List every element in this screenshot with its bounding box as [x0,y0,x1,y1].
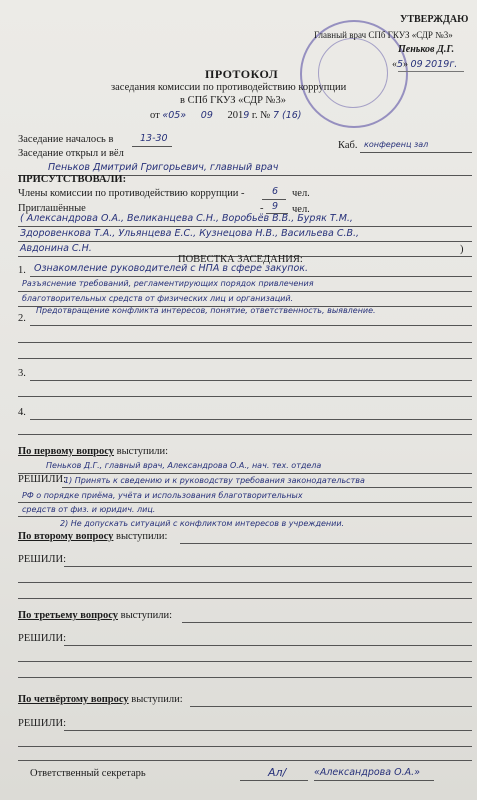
q2-heading-ordinal: По второму вопросу [18,531,114,542]
members-label: Члены комиссии по противодействию коррупции - [18,188,245,199]
agenda-item2-rule3 [18,358,472,359]
attendees-line3: Авдонина С.Н. [20,243,92,254]
agenda-item3-rule2 [18,396,472,397]
secretary-name: «Александрова О.А.» [314,767,421,778]
members-unit: чел. [292,188,310,199]
q2-heading [18,531,167,542]
secretary-label: Ответственный секретарь [30,768,146,779]
q4-heading [18,694,183,705]
secretary-signature: Ал/ [268,766,287,779]
meeting-opened-value: Пеньков Дмитрий Григорьевич, главный врач [48,162,279,173]
members-count-line [262,199,286,200]
meeting-start-value: 13-30 [140,133,168,144]
q4-rule2 [18,746,472,747]
attendees-close: ) [460,244,464,255]
agenda-heading: ПОВЕСТКА ЗАСЕДАНИЯ: [178,254,303,265]
room-line [360,152,472,153]
protocol-number: 7 (16) [272,110,302,121]
protocol-date-row [150,110,302,121]
agenda-item2-rule2 [18,342,472,343]
room-value: конференц зал [364,140,429,149]
approval-date-close: » [403,59,409,70]
q1-heading [18,446,168,457]
attendance-heading: ПРИСУТСТВОВАЛИ: [18,174,127,185]
q4-heading-ordinal: По четвёртому вопросу [18,694,129,705]
approval-date-month: 09 [410,59,423,70]
q2-speakers-rule [180,543,472,544]
agenda-item4-number: 4. [18,407,26,418]
agenda-item3-rule1 [30,380,472,381]
q1-decision-line2: РФ о порядке приёма, учёта и использования благотворительных [22,491,303,500]
agenda-item4-rule1 [30,419,472,420]
agenda-item1-line3: благотворительных средств от физических лиц и организаций. [22,294,294,303]
agenda-rule1 [30,276,472,277]
q2-heading-rest: выступили: [116,531,168,542]
q4-speakers-rule [190,706,472,707]
invited-unit: чел. [292,204,310,215]
q1-speakers-rule [18,473,472,474]
members-count: 6 [272,186,279,197]
invited-label: Приглашённые [18,203,86,214]
q2-rule1 [64,566,472,567]
q1-rule1 [62,487,472,488]
approval-position: Главный врач СПб ГКУЗ «СДР №3» [314,30,453,40]
agenda-item1-line4: Предотвращение конфликта интересов, понятие, ответственность, выявление. [36,306,376,315]
subtitle-line2: в СПб ГКУЗ «СДР №3» [180,95,287,106]
date-year-digit: 9 [243,110,250,121]
q1-decided-label: РЕШИЛИ: [18,474,67,485]
q1-decision-line4: 2) Не допускать ситуаций с конфликтом интересов в учреждении. [60,519,345,528]
approval-date-line [398,71,464,72]
q3-rule3 [18,677,472,678]
attendees-rule2 [18,241,472,242]
q3-speakers-rule [182,622,472,623]
protocol-page: УТВЕРЖДАЮ Главный врач СПб ГКУЗ «СДР №3» Пеньков Д.Г. «5» 09 2019г. ПРОТОКОЛ заседания комиссии по противодействию коррупции в СПб ГКУЗ «СДР №3» от «05» 09 2019 г. № 7 (16) Заседание началось в 13-30 Каб. конференц зал Заседание открыл и вёл Пеньков Дмитрий Григорьевич, главный врач ПРИСУТСТВОВАЛИ: Члены комиссии по противодействию коррупции - 6 чел. Приглашённые - 9 чел. ( Александрова О.А., Великанцева С.Н., Воробьёв В.В., Буряк Т.М., Здоровенкова Т.А., Ульянцева Е.С., Кузнецова Н.В., Васильева С.В., Авдонина С.Н. ) ПОВЕСТКА ЗАСЕДАНИЯ: 1. Ознакомление руководителей с НПА в сфере закупок. Разъяснение требований, регламентирующих порядок привлечения благотворительных средств от физических лиц и организаций. Предотвращение конфликта интересов, понятие, ответственность, выявление. 2. 3. 4. По первому вопросу выступили: Пеньков Д.Г., главный врач, Александрова О.А., нач. тех. отдела РЕШИЛИ: 1) Принять к сведению и к руководству требования законодательства РФ о порядке приёма, учёта и использования благотворительных средств от физ. и юридич. лиц. 2) Не допускать ситуаций с конфликтом интересов в учреждении. По второму вопросу выступили: РЕШИЛИ: По третьему вопросу выступили: РЕШИЛИ: По четвёртому вопросу выступили: РЕШИЛИ: Ответственный секретарь Ал/ «Александрова О.А.» [0,0,477,800]
date-year-prefix: 201 [227,110,244,121]
secretary-signature-line [240,780,308,781]
agenda-item1-line2: Разъяснение требований, регламентирующих порядок привлечения [22,279,314,288]
attendees-rule1 [18,226,472,227]
q4-rule3 [18,760,472,761]
q1-heading-rest: выступили: [116,446,169,457]
agenda-rule2 [18,291,472,292]
official-stamp-inner-ring [318,38,388,108]
agenda-item1-line1: Ознакомление руководителей с НПА в сфере закупок. [34,263,309,274]
attendees-line1: ( Александрова О.А., Великанцева С.Н., Воробьёв В.В., Буряк Т.М., [20,213,353,224]
q4-rule1 [64,730,472,731]
agenda-item1-number: 1. [18,265,26,276]
q1-heading-ordinal: По первому вопросу [18,446,115,457]
approval-date-open: « [392,59,397,70]
approval-heading: УТВЕРЖДАЮ [400,14,469,25]
q2-rule3 [18,598,472,599]
attendees-line2: Здоровенкова Т.А., Ульянцева Е.С., Кузнецова Н.В., Васильева С.В., [20,228,360,239]
secretary-name-line [314,780,434,781]
agenda-item2-number: 2. [18,313,26,324]
date-from-label: от [150,110,160,121]
q1-rule3 [18,516,472,517]
meeting-start-label: Заседание началось в [18,134,114,145]
q3-rule2 [18,661,472,662]
subtitle-line1: заседания комиссии по противодействию коррупции [111,82,347,93]
q3-heading-rest: выступили: [120,610,173,621]
room-label: Каб. [338,140,358,151]
agenda-item4-rule2 [18,434,472,435]
q1-speakers: Пеньков Д.Г., главный врач, Александрова О.А., нач. тех. отдела [46,461,322,470]
q3-rule1 [64,645,472,646]
date-month: 09 [200,110,213,121]
agenda-item2-rule1 [30,325,472,326]
q4-heading-rest: выступили: [131,694,183,705]
q1-decision-line1: 1) Принять к сведению и к руководству требования законодательства [64,476,365,485]
approval-date-day: 5 [397,59,404,70]
q3-heading-ordinal: По третьему вопросу [18,610,118,621]
approval-signer: Пеньков Д.Г. [398,44,455,55]
q2-rule2 [18,582,472,583]
meeting-start-line [132,146,172,147]
q2-decided-label: РЕШИЛИ: [18,554,67,565]
q3-heading [18,610,172,621]
page-title: ПРОТОКОЛ [205,67,279,81]
meeting-opened-label: Заседание открыл и вёл [18,148,124,159]
invited-count: 9 [272,201,279,212]
q3-decided-label: РЕШИЛИ: [18,633,67,644]
approval-date-year: 2019г. [425,59,458,70]
date-day: «05» [162,110,187,121]
date-year-suffix: г. № [251,110,271,121]
q1-decision-line3: средств от физ. и юридич. лиц. [22,505,156,514]
agenda-item3-number: 3. [18,368,26,379]
q1-rule2 [18,502,472,503]
q4-decided-label: РЕШИЛИ: [18,718,67,729]
